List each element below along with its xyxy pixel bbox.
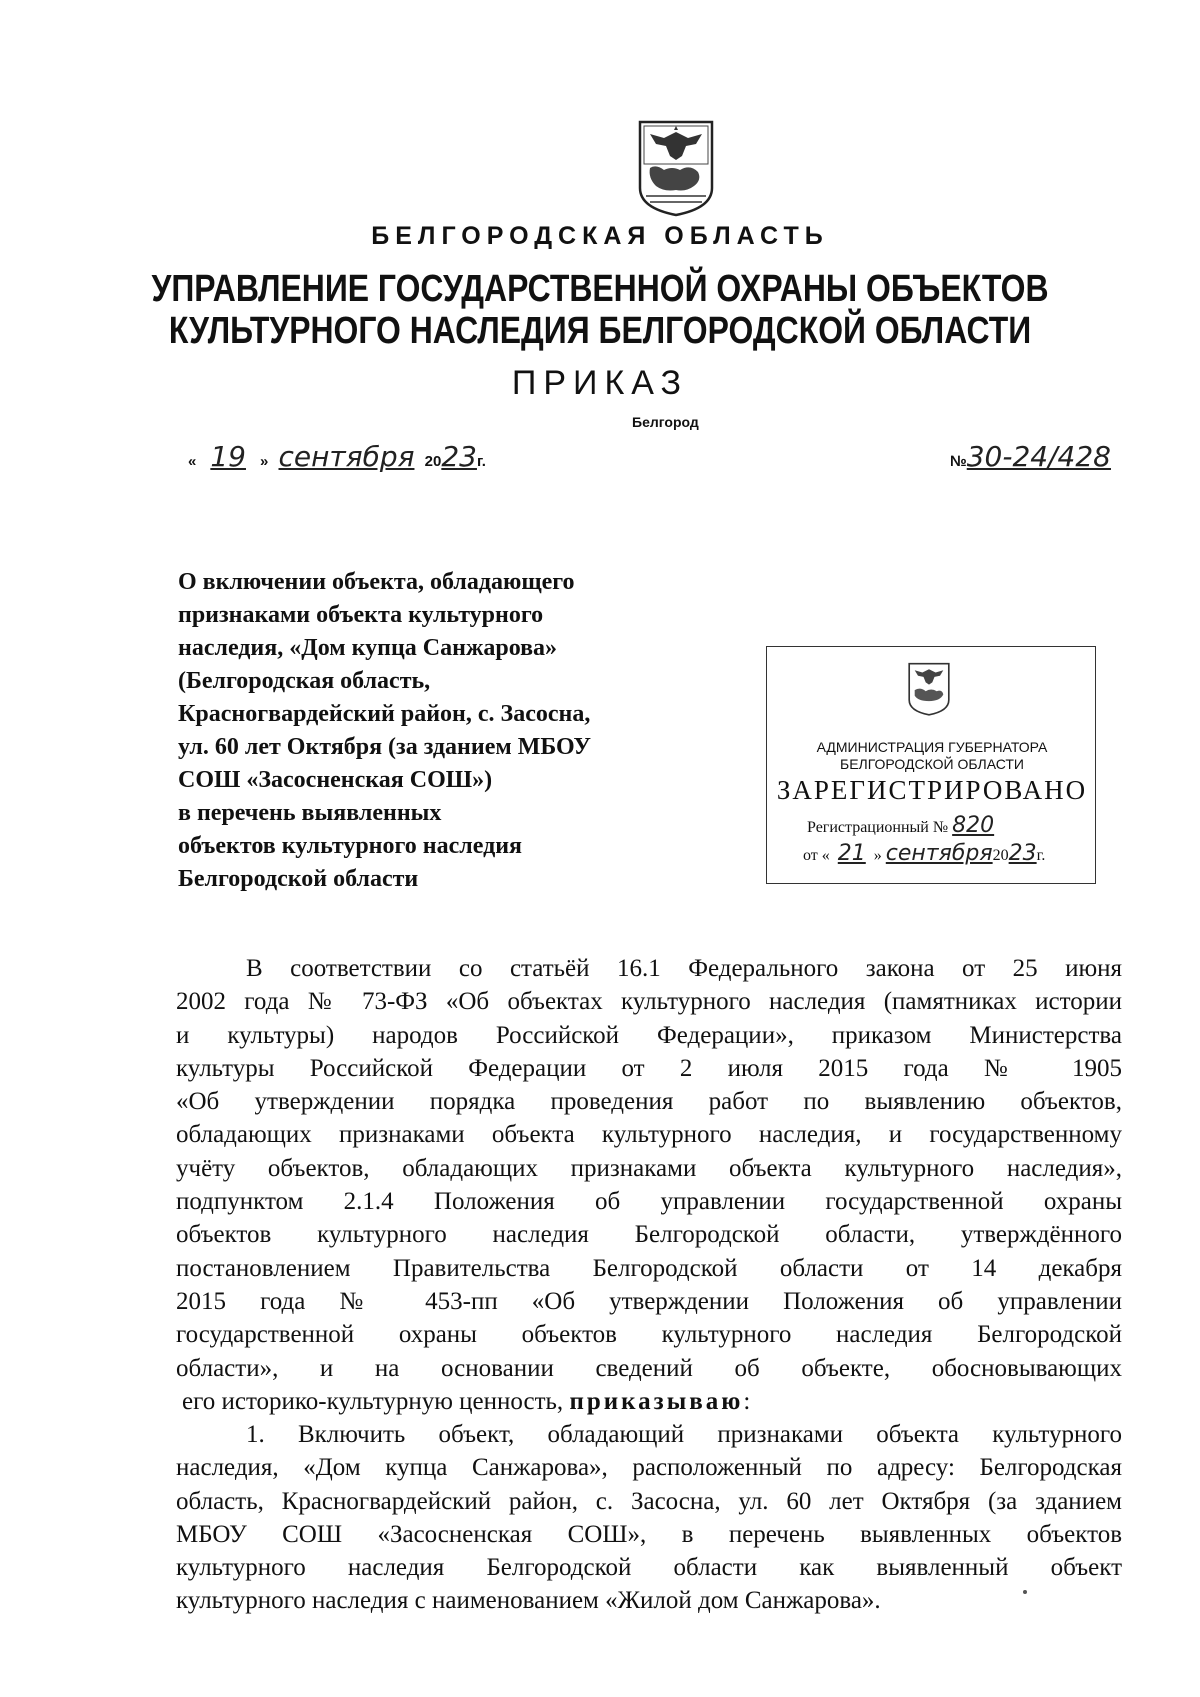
- paragraph-line: 2002 года № 73-ФЗ «Об объектах культурного наследия (памятниках истории: [176, 988, 1122, 1016]
- stamp-date-month: сентября: [885, 841, 993, 866]
- stamp-organization: [767, 739, 1097, 773]
- subject-line: СОШ «Засосненская СОШ»): [178, 767, 493, 793]
- subject-line: (Белгородская область,: [178, 668, 431, 694]
- subject-line: Белгородской области: [178, 866, 419, 892]
- stamp-date-mid: »: [873, 847, 882, 864]
- order-verb: приказываю: [569, 1387, 744, 1415]
- date-open-quote: «: [188, 453, 197, 470]
- order-number: [950, 440, 1111, 473]
- date-close-quote: »: [259, 453, 269, 470]
- paragraph-last-line: [176, 1385, 1122, 1418]
- subject-line: наследия, «Дом купца Санжарова»: [178, 635, 558, 661]
- subject-line: в перечень выявленных: [178, 800, 442, 826]
- stamp-registered-label: ЗАРЕГИСТРИРОВАНО: [776, 775, 1088, 805]
- date-year: 23: [441, 440, 477, 473]
- department-name-line2: КУЛЬТУРНОГО НАСЛЕДИЯ БЕЛГОРОДСКОЙ ОБЛАСТИ: [168, 310, 1032, 352]
- subject-line: признаками объекта культурного: [178, 602, 544, 628]
- paragraph-line: государственной охраны объектов культурного наследия Белгородской: [176, 1321, 1122, 1349]
- paragraph-line: области», и на основании сведений об объекте, обосновывающих: [176, 1354, 1122, 1382]
- stamp-reg-date: [803, 841, 1045, 866]
- number-value: 30-24/428: [966, 440, 1111, 473]
- date-day: 19: [210, 440, 246, 473]
- paragraph-line: учёту объектов, обладающих признаками объекта культурного наследия»,: [176, 1154, 1122, 1182]
- stamp-coat-of-arms-icon: [907, 661, 951, 717]
- paragraph-line: культурного наследия с наименованием «Жилой дом Санжарова».: [176, 1587, 881, 1615]
- registration-stamp: [766, 646, 1096, 884]
- paragraph-line: подпунктом 2.1.4 Положения об управлении государственной охраны: [176, 1188, 1122, 1216]
- order-date: [188, 440, 486, 473]
- paragraph-line: МБОУ СОШ «Засосненская СОШ», в перечень выявленных объектов: [176, 1520, 1122, 1548]
- number-label: №: [950, 453, 967, 470]
- city-name: Белгород: [632, 414, 699, 430]
- belgorod-coat-of-arms-icon: [636, 118, 716, 218]
- date-year-prefix: 20: [424, 453, 442, 470]
- paragraph-line: В соответствии со статьёй 16.1 Федерального закона от 25 июня: [246, 955, 1122, 982]
- scan-speck: [1023, 1590, 1027, 1594]
- region-title: БЕЛГОРОДСКАЯ ОБЛАСТЬ: [371, 222, 829, 250]
- subject-line: объектов культурного наследия: [178, 833, 523, 859]
- document-type: ПРИКАЗ: [511, 364, 689, 402]
- order-item-1: [176, 1418, 1122, 1618]
- stamp-reg-value: 820: [952, 813, 995, 838]
- stamp-reg-number: [807, 813, 994, 838]
- order-colon: :: [743, 1387, 751, 1415]
- stamp-date-year-prefix: 20: [992, 847, 1009, 864]
- stamp-date-unit: г.: [1036, 847, 1046, 864]
- paragraph-line: «Об утверждении порядка проведения работ по выявлению объектов,: [176, 1088, 1122, 1116]
- order-subject: [178, 566, 668, 896]
- stamp-org-line2: БЕЛГОРОДСКОЙ ОБЛАСТИ: [840, 756, 1024, 772]
- paragraph-line: 2015 года № 453-пп «Об утверждении Положения об управлении: [176, 1287, 1122, 1315]
- stamp-date-year: 23: [1008, 841, 1037, 866]
- department-name-line1: УПРАВЛЕНИЕ ГОСУДАРСТВЕННОЙ ОХРАНЫ ОБЪЕКТОВ: [151, 268, 1049, 310]
- paragraph-line: наследия, «Дом купца Санжарова», расположенный по адресу: Белгородская: [176, 1454, 1122, 1482]
- paragraph-line: 1. Включить объект, обладающий признаками объекта культурного: [246, 1421, 1122, 1448]
- stamp-date-day: 21: [837, 841, 866, 866]
- paragraph-line: его историко-культурную ценность,: [182, 1387, 570, 1415]
- paragraph-line: область, Красногвардейский район, с. Засосна, ул. 60 лет Октября (за зданием: [176, 1487, 1122, 1515]
- date-year-unit: г.: [476, 453, 486, 470]
- paragraph-line: культурного наследия Белгородской области как выявленный объект: [176, 1554, 1122, 1582]
- paragraph-line: постановлением Правительства Белгородской области от 14 декабря: [176, 1254, 1122, 1282]
- paragraph-line: и культуры) народов Российской Федерации», приказом Министерства: [176, 1021, 1122, 1049]
- paragraph-line: обладающих признаками объекта культурного наследия, и государственному: [176, 1121, 1122, 1149]
- stamp-reg-label: Регистрационный №: [807, 819, 949, 836]
- paragraph-line: культуры Российской Федерации от 2 июля 2015 года № 1905: [176, 1054, 1122, 1082]
- subject-line: ул. 60 лет Октября (за зданием МБОУ: [178, 734, 591, 760]
- preamble-paragraph: [176, 952, 1122, 1418]
- subject-line: Красногвардейский район, с. Засосна,: [178, 701, 591, 727]
- stamp-date-prefix: от «: [803, 847, 830, 864]
- stamp-org-line1: АДМИНИСТРАЦИЯ ГУБЕРНАТОРА: [816, 739, 1048, 755]
- paragraph-line: объектов культурного наследия Белгородской области, утверждённого: [176, 1221, 1122, 1249]
- date-month: сентября: [278, 440, 415, 473]
- subject-line: О включении объекта, обладающего: [178, 569, 575, 595]
